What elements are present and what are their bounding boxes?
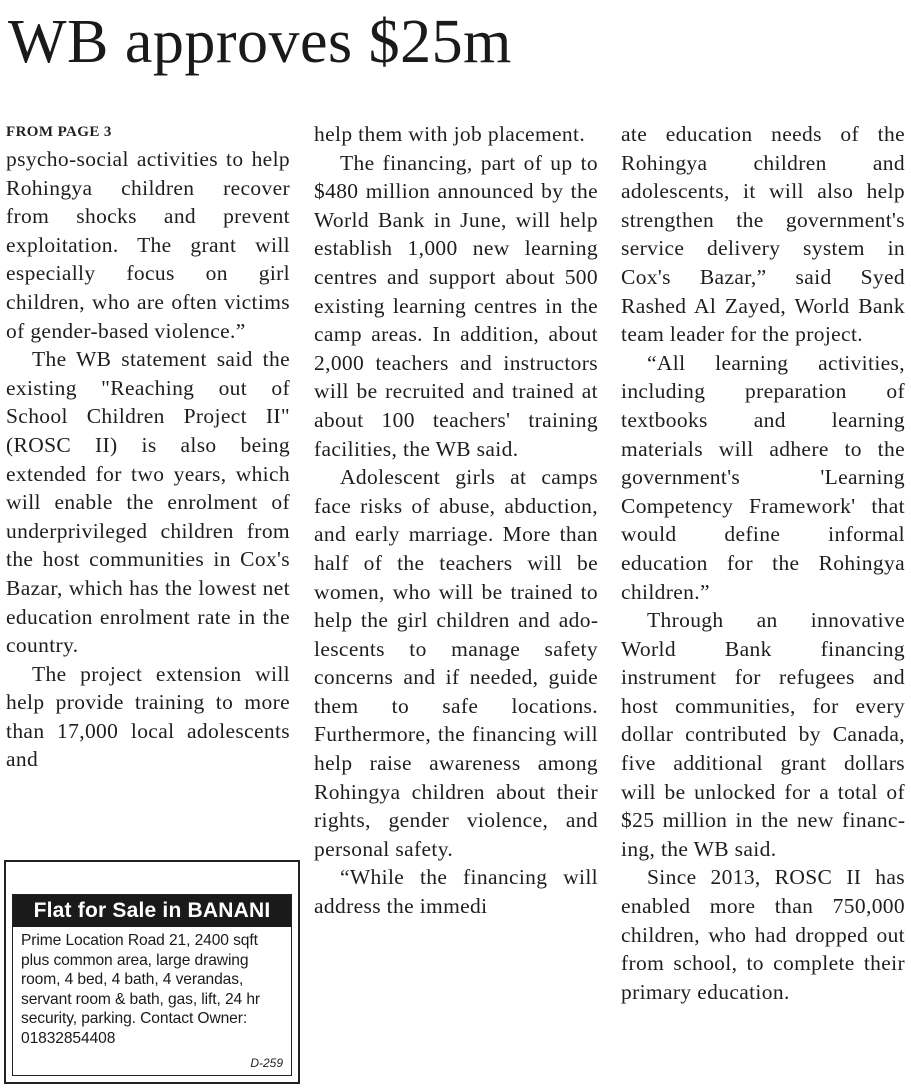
ad-code: D-259 [250,1056,283,1070]
ad-body [13,927,291,1048]
article-column-1 [6,145,290,774]
paragraph: The project extension will help provide training to more than 17,000 local adolescents and [6,661,290,772]
classified-ad [4,860,300,1084]
paragraph: ate education needs of the Rohingya children and adolescents, it will also help strengthen the government's service delivery system in Cox's Bazar,” said Syed Rashed Al Zayed, World Bank team leader for the project. [621,122,905,347]
from-page-label: FROM PAGE 3 [6,124,112,140]
headline: WB approves $25m [8,8,512,76]
paragraph: Since 2013, ROSC II has enabled more than 750,000 children, who had dropped out from school, to complete their primary education. [621,865,905,1004]
article-column-3 [621,120,905,1006]
paragraph: The WB statement said the existing "Reaching out of School Children Project II" (ROSC II) is also being extended for two years, which will enable the enrolment of underprivileged children from the host communities in Cox's Bazar, which has the lowest net education enrolment rate in the country. [6,347,290,658]
ad-phone: 01832854408 [21,1029,116,1047]
paragraph: psycho-social activities to help Rohingya children recover from shocks and prevent exploitation. The grant will especially focus on girl children, who are often victims of gender-based violence.” [6,147,290,343]
paragraph: Through an innovative World Bank financing instrument for refugees and host communities, for every dollar contributed by Canada, five additional grant dollars will be unlocked for a total of $25 million in the new financing, the WB said. [621,608,905,861]
ad-description: Prime Location Road 21, 2400 sqft plus common area, large drawing room, 4 bed, 4 bath, 4 verandas, servant room & bath, gas, lift, 24 hr security, parking. Contact Owner: [21,932,260,1027]
paragraph: “While the financing will address the immedi [314,865,598,919]
article-column-2 [314,120,598,921]
paragraph: The financing, part of up to $480 million announced by the World Bank in June, will help establish 1,000 new learning centres and support about 500 existing learning centres in the camp areas. In addition, about 2,000 teachers and instructors will be recruited and trained at about 100 teachers' training facilities, the WB said. [314,150,598,461]
paragraph: help them with job placement. [314,122,586,146]
ad-box [12,894,292,1076]
ad-title: Flat for Sale in BANANI [13,895,291,927]
paragraph: Adolescent girls at camps face risks of abuse, abduction, and early marriage. More than half of the teachers will be women, who will be trained to help the girl children and adolescents to manage safety concerns and if needed, guide them to safe locations. Furthermore, the financing will help raise awareness among Rohingya children about their rights, gender violence, and personal safety. [314,465,598,861]
paragraph: “All learning activities, including preparation of textbooks and learning materials will adhere to the government's 'Learning Competency Framework' that would define informal education for the Rohingya children.” [621,350,905,604]
